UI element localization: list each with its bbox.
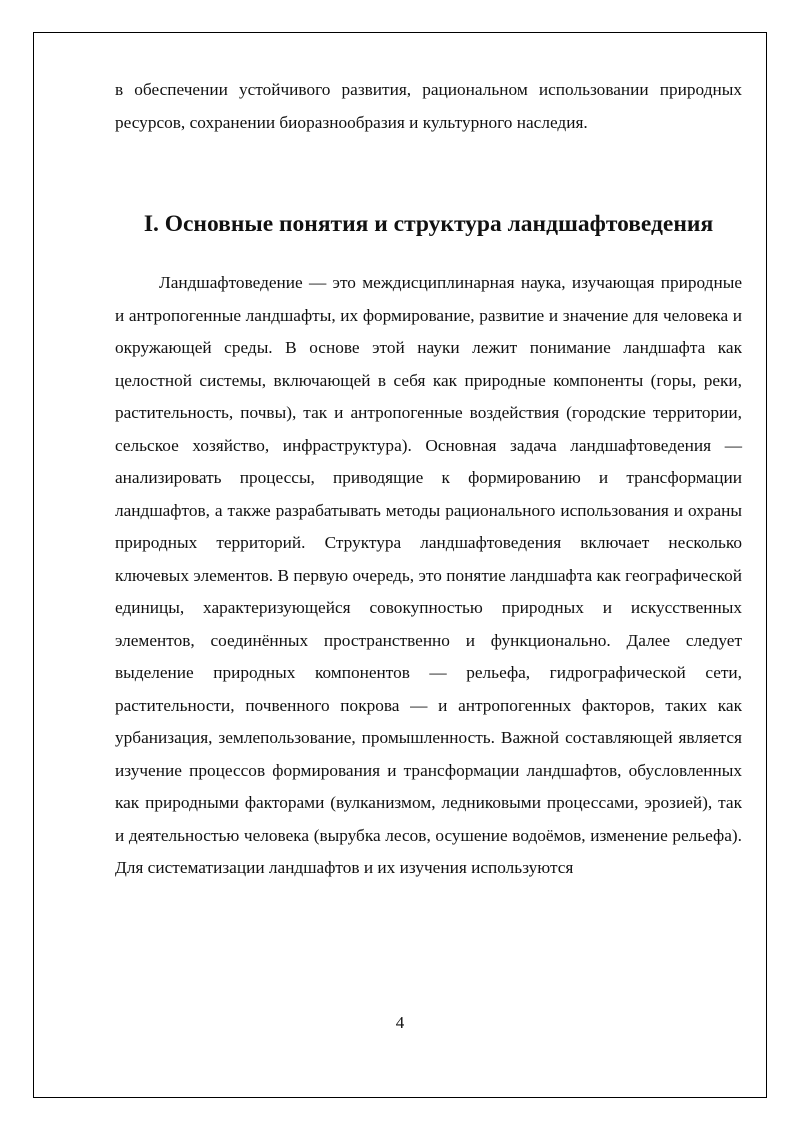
page-number: 4 [395,1013,405,1032]
section-heading: I. Основные понятия и структура ландшафтоведения [143,211,714,237]
body-paragraph: Ландшафтоведение — это междисциплинарная наука, изучающая природные и антропогенные ландшафты, их формирование, развитие и значение для человека и окружающей среды. В основе этой науки лежит понимание ландшафта как целостной системы, включающей в себя как природные компоненты (горы, реки, растительность, почвы), так и антропогенные воздействия (городские территории, сельское хозяйство, инфраструктура). Основная задача ландшафтоведения — анализировать процессы, приводящие к формированию и трансформации ландшафтов, а также разрабатывать методы рационального использования и охраны природных территорий. Структура ландшафтоведения включает несколько ключевых элементов. В первую очередь, это понятие ландшафта как географической единицы, характеризующейся совокупностью природных и искусственных элементов, соединённых пространственно и функционально. Далее следует выделение природных компонентов — рельефа, гидрографической сети, растительности, почвенного покрова — и антропогенных факторов, таких как урбанизация, землепользование, промышленность. Важной составляющей является изучение процессов формирования и трансформации ландшафтов, обусловленных как природными факторами (вулканизмом, ледниковыми процессами, эрозией), так и деятельностью человека (вырубка лесов, осушение водоёмов, изменение рельефа). Для систематизации ландшафтов и их изучения используются [115,273,742,877]
document-content [115,74,742,885]
intro-paragraph: в обеспечении устойчивого развития, рациональном использовании природных ресурсов, сохранении биоразнообразия и культурного наследия. [115,80,742,132]
